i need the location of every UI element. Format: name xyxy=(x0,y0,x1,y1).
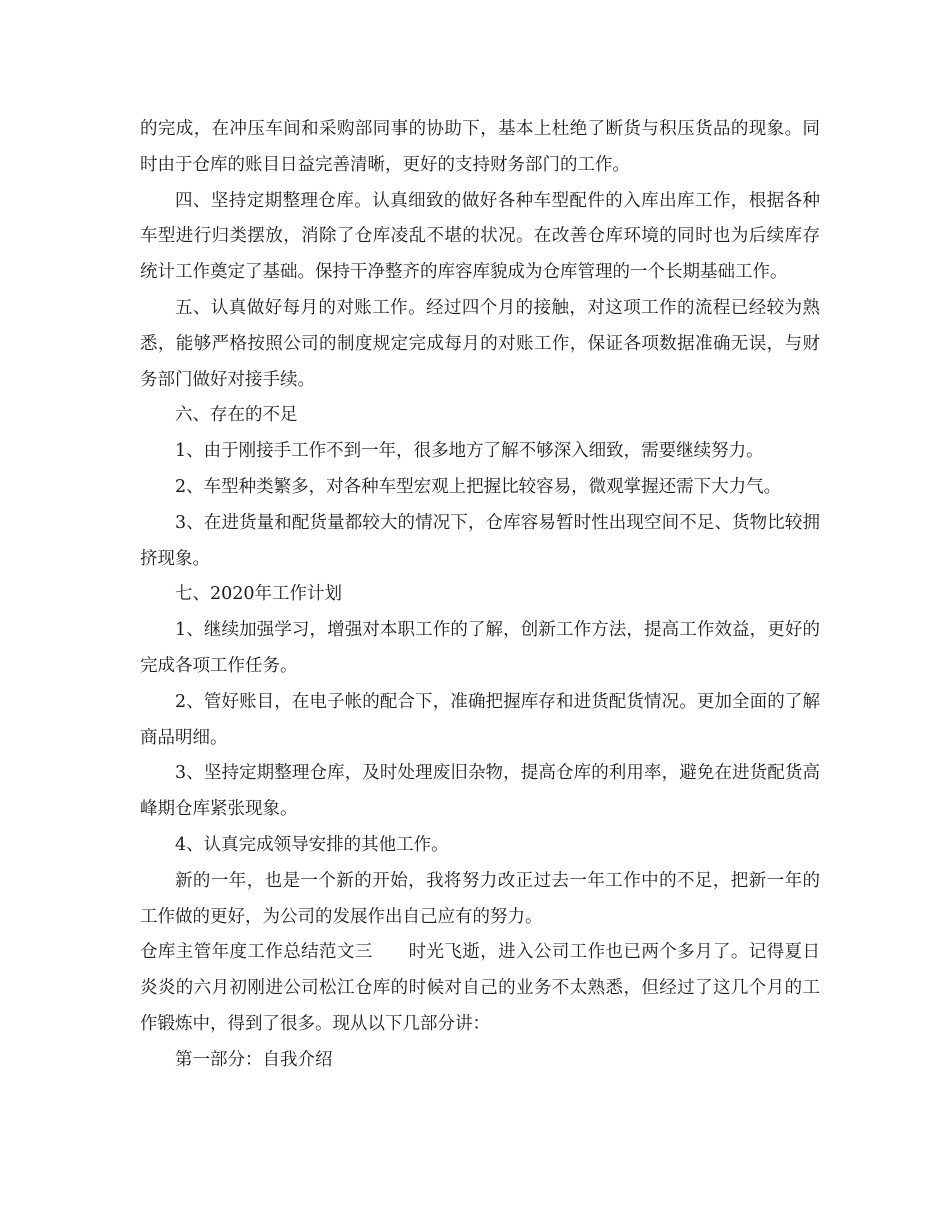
paragraph: 四、坚持定期整理仓库。认真细致的做好各种车型配件的入库出库工作，根据各种车型进行归类摆放，消除了仓库凌乱不堪的状况。在改善仓库环境的同时也为后续库存统计工作奠定了基础。保持干净整齐的库容库貌成为仓库管理的一个长期基础工作。 xyxy=(140,190,820,283)
list-item: 3、坚持定期整理仓库，及时处理废旧杂物，提高仓库的利用率，避免在进货配货高峰期仓库紧张现象。 xyxy=(140,763,820,820)
list-item: 4、认真完成领导安排的其他工作。 xyxy=(175,834,449,855)
document-page xyxy=(140,112,820,1079)
list-item: 2、车型种类繁多，对各种车型宏观上把握比较容易，微观掌握还需下大力气。 xyxy=(175,476,782,497)
section-heading: 七、2020年工作计划 xyxy=(175,584,343,605)
paragraph: 新的一年，也是一个新的开始，我将努力改正过去一年工作中的不足，把新一年的工作做的更好，为公司的发展作出自己应有的努力。 xyxy=(140,870,820,927)
paragraph: 仓库主管年度工作总结范文三 时光飞逝，进入公司工作也已两个多月了。记得夏日炎炎的六月初刚进公司松江仓库的时候对自己的业务不太熟悉，但经过了这几个月的工作锻炼中，得到了很多。现从以下几部分讲： xyxy=(140,942,820,1034)
list-item: 2、管好账目，在电子帐的配合下，准确把握库存和进货配货情况。更加全面的了解商品明细。 xyxy=(140,691,820,748)
list-item: 1、由于刚接手工作不到一年，很多地方了解不够深入细致，需要继续努力。 xyxy=(175,441,764,462)
list-item: 1、继续加强学习，增强对本职工作的了解，创新工作方法，提高工作效益，更好的完成各项工作任务。 xyxy=(140,620,820,676)
list-item: 3、在进货量和配货量都较大的情况下，仓库容易暂时性出现空间不足、货物比较拥挤现象。 xyxy=(140,512,820,569)
paragraph: 的完成，在冲压车间和采购部同事的协助下，基本上杜绝了断货与积压货品的现象。同时由于仓库的账目日益完善清晰，更好的支持财务部门的工作。 xyxy=(140,119,820,175)
section-heading: 六、存在的不足 xyxy=(175,405,298,426)
section-heading: 第一部分：自我介绍 xyxy=(175,1049,333,1070)
paragraph: 五、认真做好每月的对账工作。经过四个月的接触，对这项工作的流程已经较为熟悉，能够严格按照公司的制度规定完成每月的对账工作，保证各项数据准确无误，与财务部门做好对接手续。 xyxy=(140,297,820,390)
